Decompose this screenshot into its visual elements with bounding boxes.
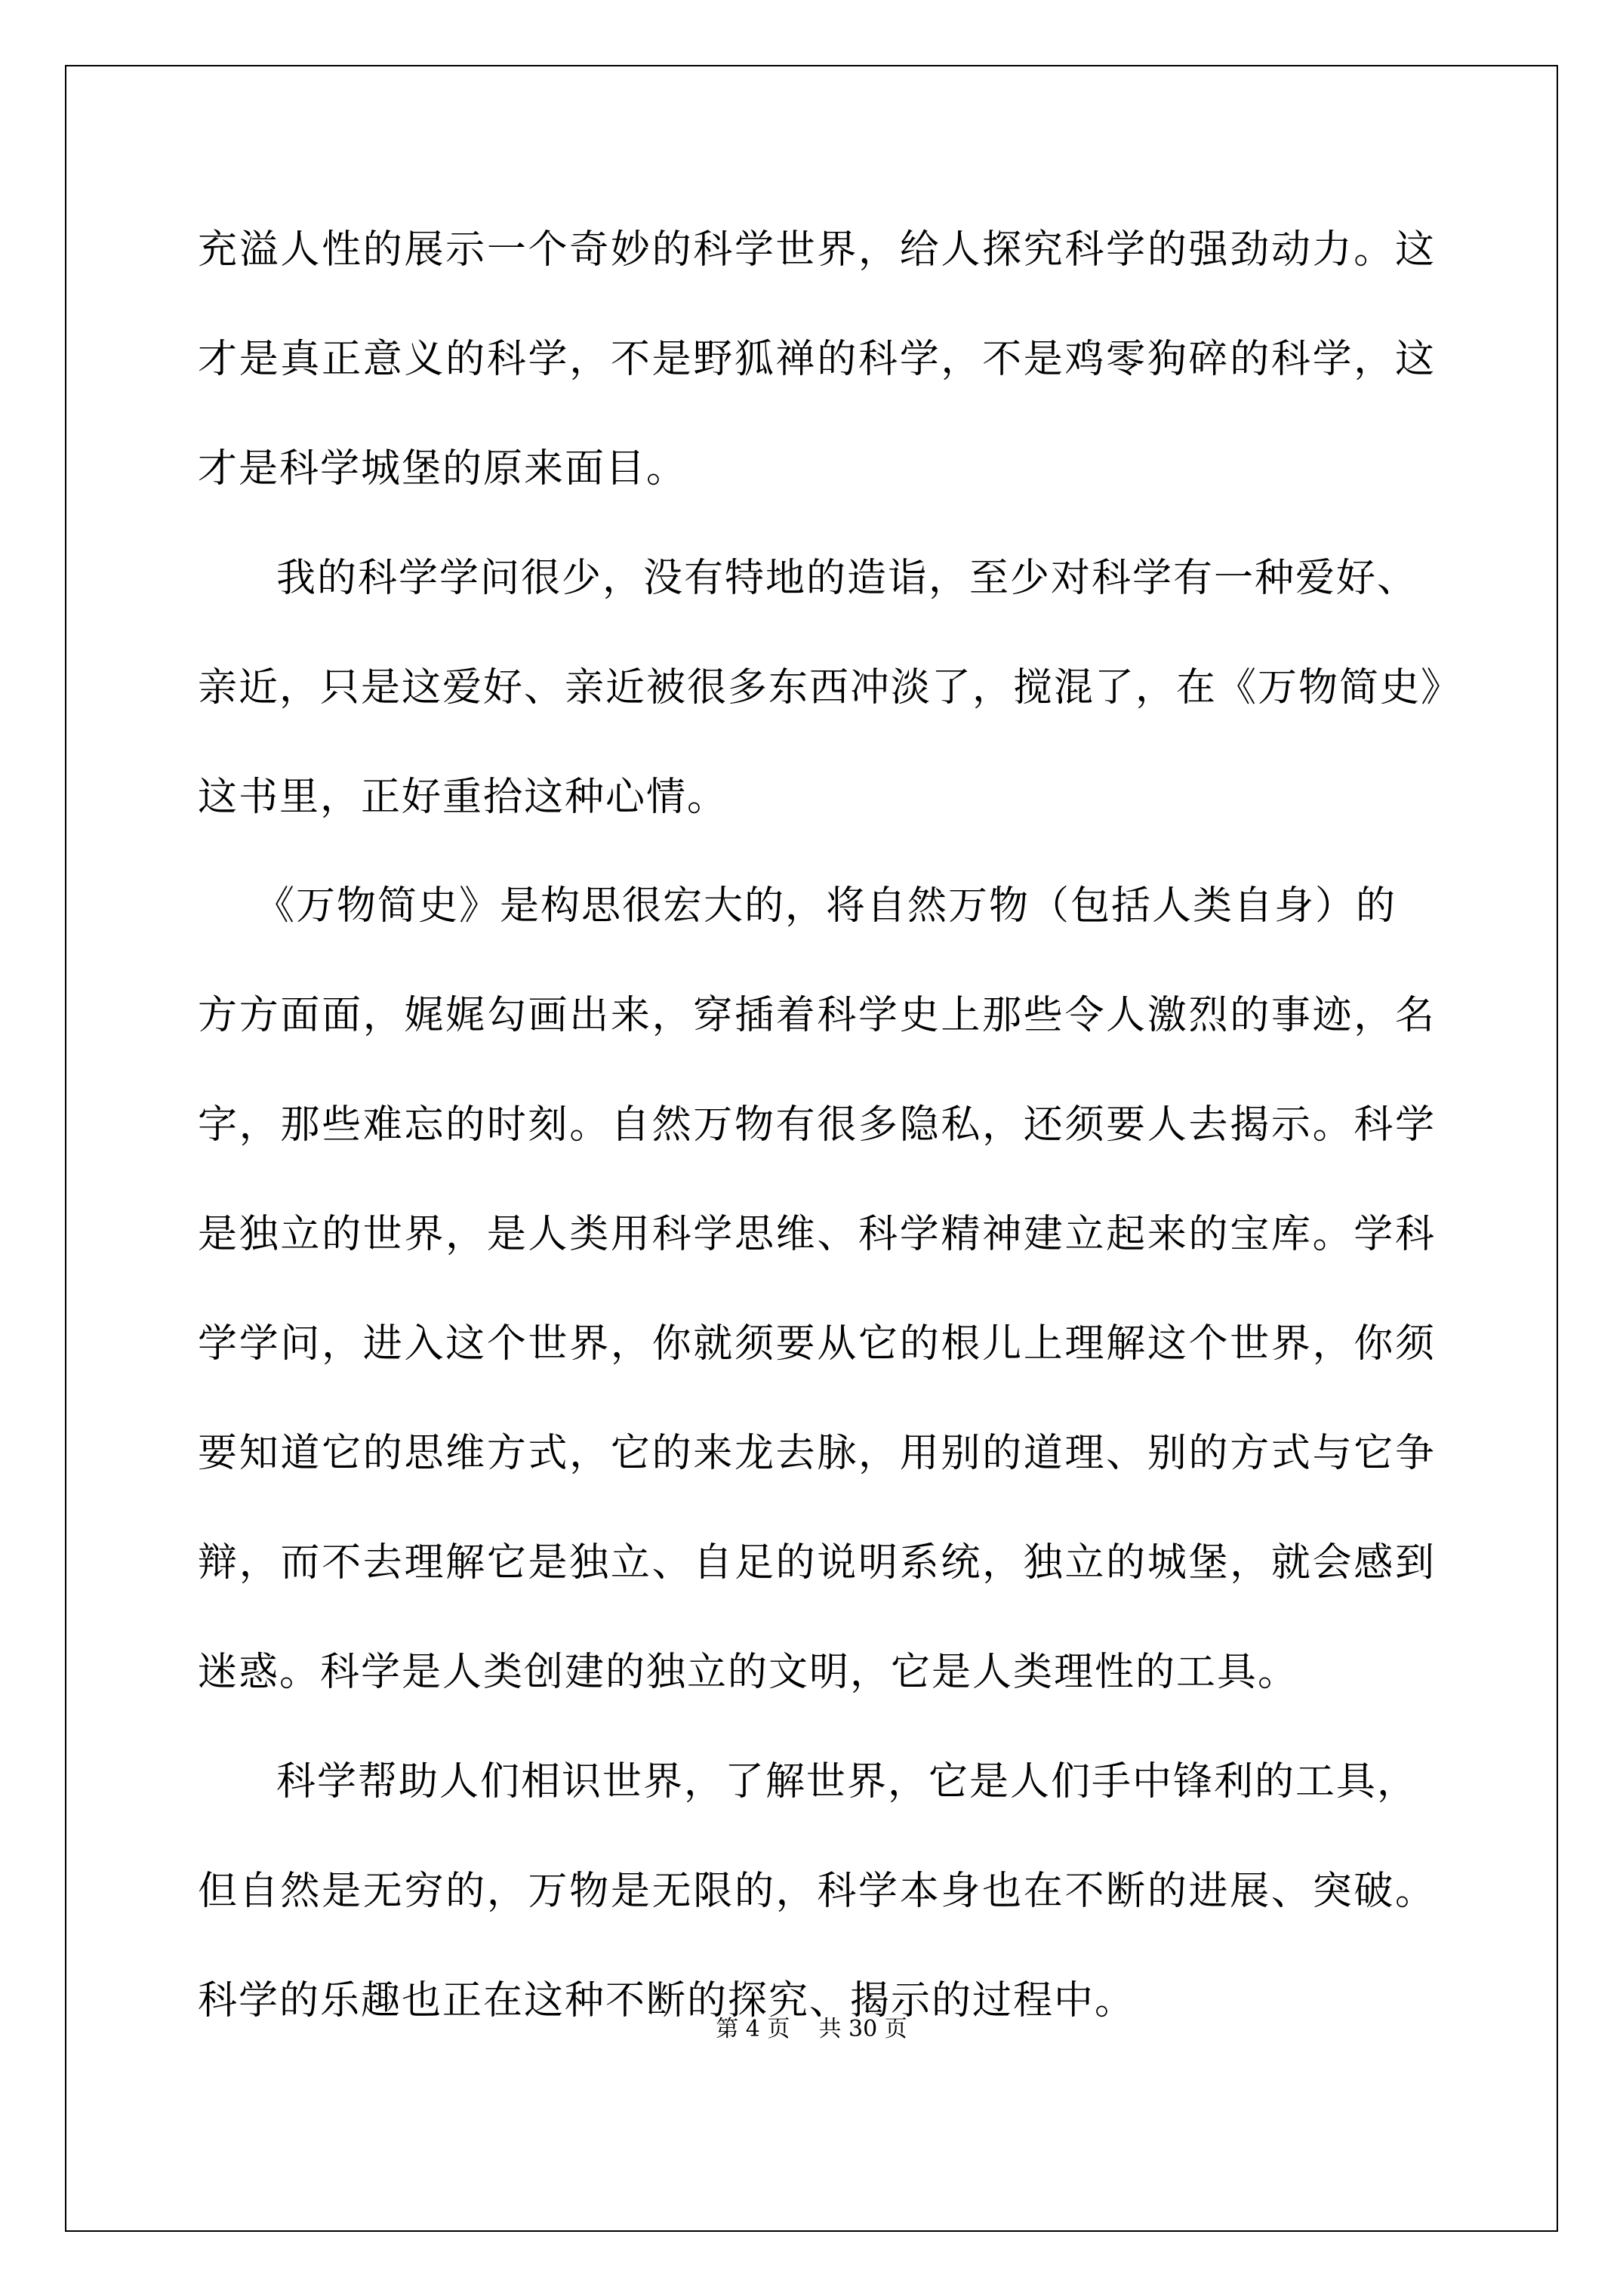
text-line: 科学的乐趣也正在这种不断的探究、揭示的过程中。 [198,1978,1136,2023]
text-line: 才是科学城堡的原来面目。 [198,446,688,492]
text-line: 充溢人性的展示一个奇妙的科学世界，给人探究科学的强劲动力。这 [198,227,1436,273]
text-line: 《万物简史》是构思很宏大的，将自然万物（包括人类自身）的 [255,883,1397,929]
text-line: 字，那些难忘的时刻。自然万物有很多隐私，还须要人去揭示。科学 [198,1102,1436,1148]
page-number-footer: 第 4 页 共 30 页 [716,2016,907,2042]
text-line: 学学问，进入这个世界，你就须要从它的根儿上理解这个世界，你须 [198,1321,1436,1367]
text-line: 辩，而不去理解它是独立、自足的说明系统，独立的城堡，就会感到 [198,1540,1436,1586]
text-line: 亲近，只是这爱好、亲近被很多东西冲淡了，搅混了，在《万物简史》 [198,665,1462,710]
text-line: 这书里，正好重拾这种心情。 [198,775,728,820]
text-line: 方方面面，娓娓勾画出来，穿插着科学史上那些令人激烈的事迹，名 [198,993,1436,1038]
text-line: 科学帮助人们相识世界，了解世界，它是人们手中锋利的工具， [276,1759,1418,1804]
text-line: 是独立的世界，是人类用科学思维、科学精神建立起来的宝库。学科 [198,1212,1436,1257]
text-line: 迷惑。科学是人类创建的独立的文明，它是人类理性的工具。 [198,1650,1299,1695]
text-line: 要知道它的思维方式，它的来龙去脉，用别的道理、别的方式与它争 [198,1431,1436,1476]
text-line: 但自然是无穷的，万物是无限的，科学本身也在不断的进展、突破。 [198,1869,1436,1914]
text-line: 才是真正意义的科学，不是野狐禅的科学，不是鸡零狗碎的科学，这 [198,337,1436,382]
text-line: 我的科学学问很少，没有特地的造诣，至少对科学有一种爱好、 [276,556,1418,601]
